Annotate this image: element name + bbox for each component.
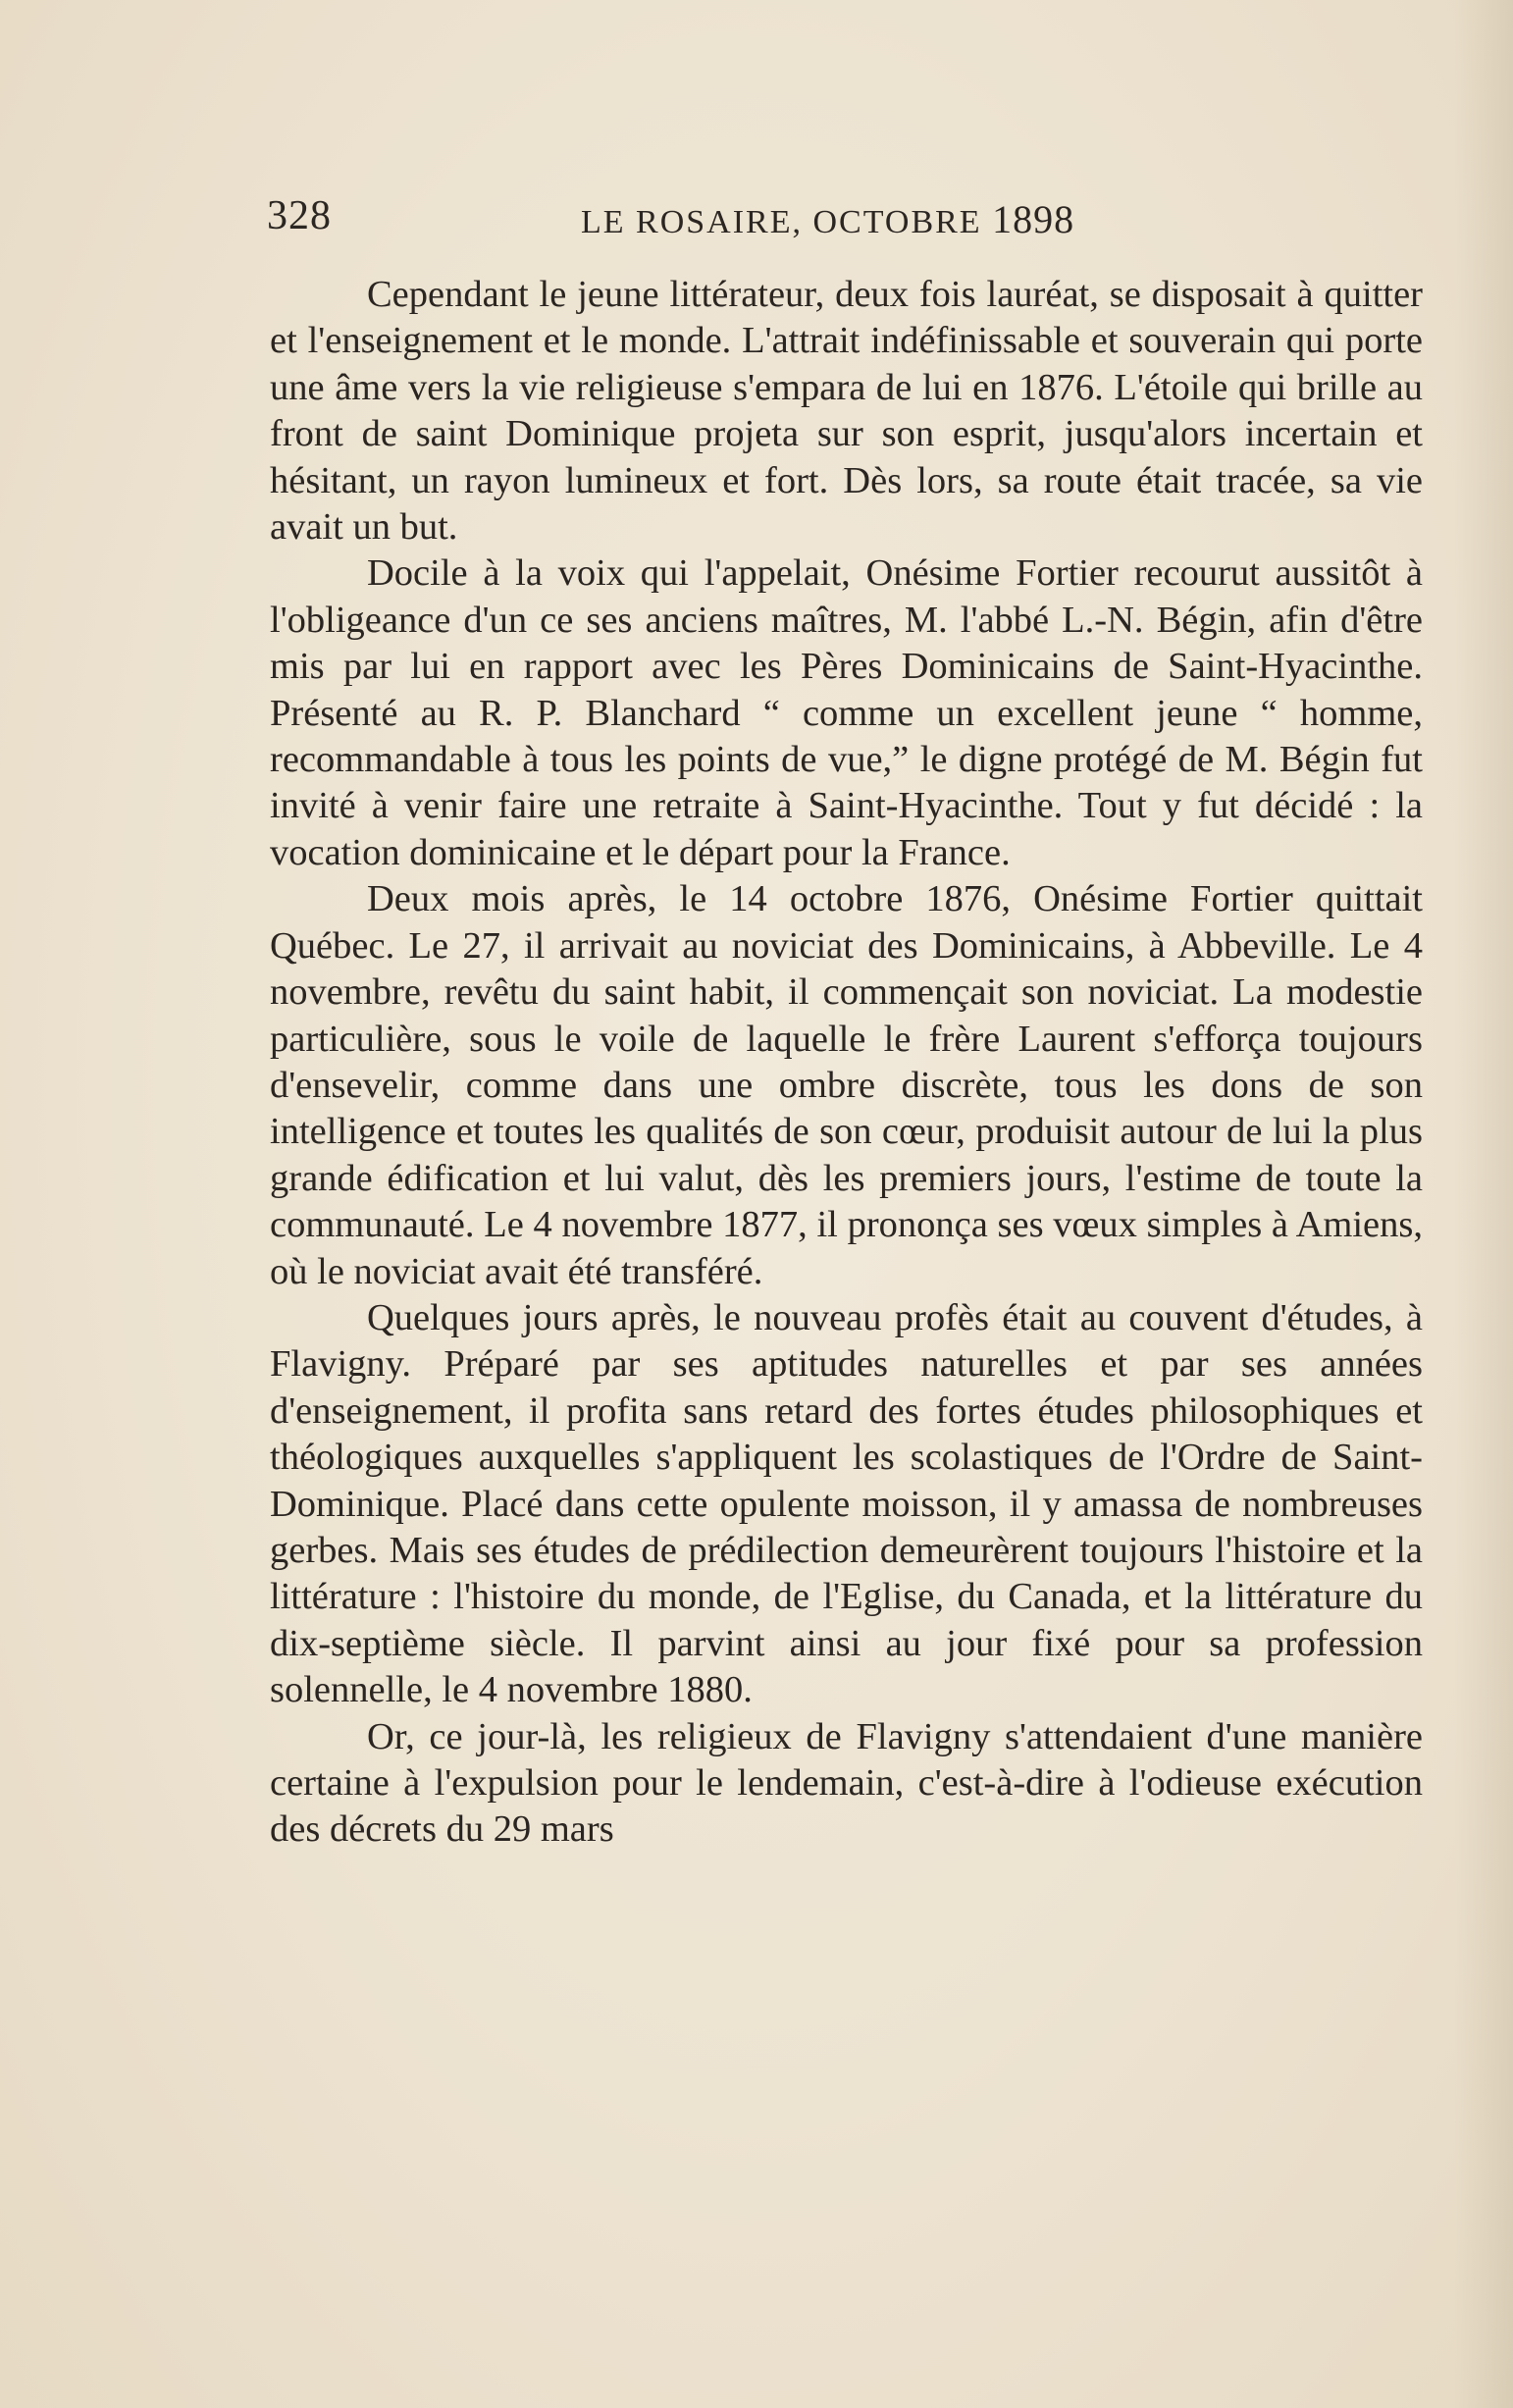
running-header [267,192,1435,247]
body-text [270,272,1423,1854]
paragraph: Quelques jours après, le nouveau profès était au couvent d'études, à Flavigny. Préparé par ses aptitudes naturelles et par ses années d'enseignement, il profita sans retard des fortes études philosophiques et théologiques auxquelles s'appliquent les scolastiques de l'Ordre de Saint-Dominique. Placé dans cette opulente moisson, il y amassa de nombreuses gerbes. Mais ses études de prédilection demeurèrent toujours l'histoire et la littérature : l'histoire du monde, de l'Eglise, du Canada, et la littérature du dix-septième siècle. Il parvint ainsi au jour fixé pour sa profession solennelle, le 4 novembre 1880. [270,1296,1423,1711]
paragraph: Deux mois après, le 14 octobre 1876, Onésime Fortier quittait Québec. Le 27, il arrivait au noviciat des Dominicains, à Abbeville. Le 4 novembre, revêtu du saint habit, il commençait son noviciat. La modestie particulière, sous le voile de laquelle le frère Laurent s'efforça toujours d'ensevelir, comme dans une ombre discrète, tous les dons de son intelligence et toutes les qualités de son cœur, produisit autour de lui la plus grande édification et lui valut, dès les premiers jours, l'estime de toute la communauté. Le 4 novembre 1877, il prononça ses vœux simples à Amiens, où le noviciat avait été transféré. [270,878,1423,1292]
paragraph: Docile à la voix qui l'appelait, Onésime Fortier recourut aussitôt à l'obligeance d'un ce ses anciens maîtres, M. l'abbé L.-N. Bégin, afin d'être mis par lui en rapport avec les Pères Dominicains de Saint-Hyacinthe. Présenté au R. P. Blanchard “ comme un excellent jeune “ homme, recommandable à tous les points de vue,” le digne protégé de M. Bégin fut invité à venir faire une retraite à Saint-Hyacinthe. Tout y fut décidé : la vocation dominicaine et le départ pour la France. [270,552,1423,873]
running-title-text: LE ROSAIRE, OCTOBRE [581,204,982,240]
paragraph: Cependant le jeune littérateur, deux fois lauréat, se disposait à quitter et l'enseignement et le monde. L'attrait indéfinissable et souverain qui porte une âme vers la vie religieuse s'empara de lui en 1876. L'étoile qui brille au front de saint Dominique projeta sur son esprit, jusqu'alors incertain et hésitant, un rayon lumineux et fort. Dès lors, sa route était tracée, sa vie avait un but. [270,274,1423,549]
paragraph: Or, ce jour-là, les religieux de Flavigny s'attendaient d'une manière certaine à l'expulsion pour le lendemain, c'est-à-dire à l'odieuse exécution des décrets du 29 mars [270,1715,1423,1851]
running-title [581,196,1074,242]
running-title-year: 1898 [992,197,1075,241]
page-number: 328 [267,193,332,238]
